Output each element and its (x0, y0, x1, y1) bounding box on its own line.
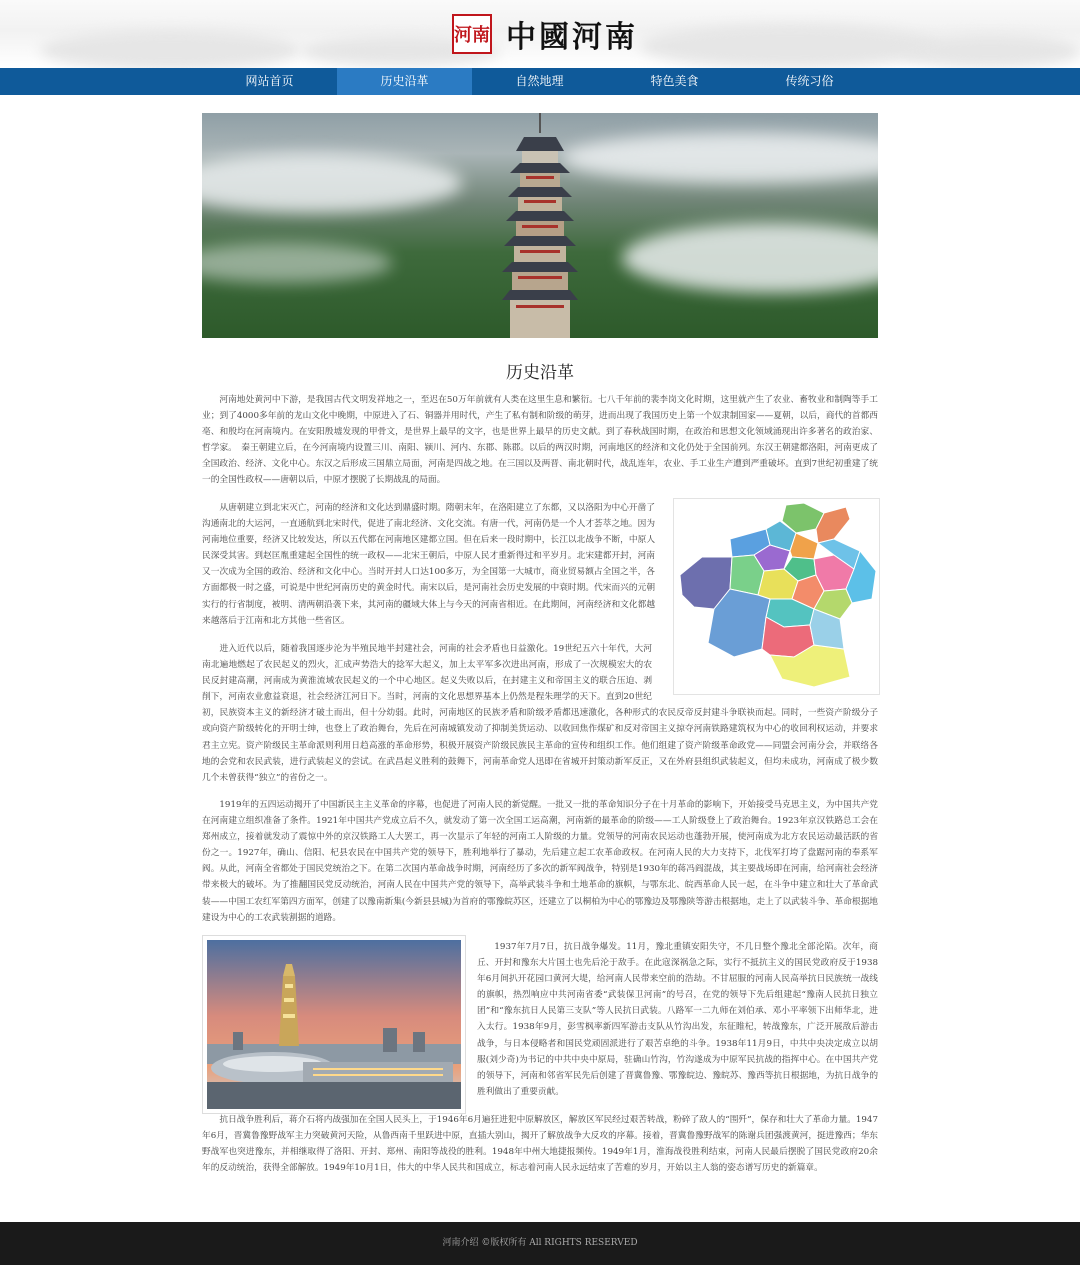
history-paragraph-wrap (202, 641, 878, 786)
site-logo[interactable] (452, 12, 638, 56)
history-paragraph: 从唐朝建立到北宋灭亡，河南的经济和文化达到鼎盛时期。隋朝末年，在洛阳建立了东都，又以洛阳为中心开凿了沟通南北的大运河，一直通航到北宋时代，促进了南北经济、文化交流。有唐一代，河南仍是一个人才荟萃之地。因为河南地位重要，经济又比较发达，所以五代都在河南地区建都立国。但在后来一段时期中，长江以北战争不断，中原人民深受其害。到赵匡胤重建起全国性的统一政权——北宋王朝后，中原人民才重新得过和平岁月。北宋建都开封，河南又一次成为全国的政治、经济和文化中心。当时开封人口达100多万，为全国第一大城市，商业贸易额占全国之半，各方面都极一时之盛，可说是中世纪河南历史的黄金时代。南宋以后，是河南社会历史发展的中衰时期。代宋而兴的元朝实行的行省制度，被明、清两朝沿袭下来，其河南的疆域大体上与今天的河南省相近。在此期间，河南经济和文化都越来越落后于江南和北方其他一些省区。 (202, 503, 655, 626)
hero-image-pagoda (202, 113, 878, 338)
history-paragraph: 1937年7月7日，抗日战争爆发。11月，豫北重镇安阳失守，不几日整个豫北全部沦陷。次年，商丘、开封和豫东大片国土也先后沦于敌手。在此寇深祸急之际，实行不抵抗主义的国民党政府反于1938年6月间扒开花园口黄河大堤，给河南人民带来空前的浩劫。不甘屈服的河南人民高举抗日民族统一战线的旗帜，热烈响应中共河南省委“武装保卫河南”的号召，在党的领导下先后组建起“豫南人民抗日独立团”和“豫东抗日人民第三支队”等人民抗日武装。八路军一二九师在刘伯承、邓小平率领下出师华北，进入太行。1938年9月，彭雪枫率新四军游击支队从竹沟出发，东征睢杞，转战豫东，广泛开展敌后游击战争，与日本侵略者和国民党顽固派进行了艰苦卓绝的斗争。1938年11月9日，中共中央决定成立以胡服(刘少奇)为书记的中共中央中原局，驻确山竹沟，竹沟遂成为中原军民抗战的指挥中心。在中国共产党的领导下，河南和邻省军民先后创建了晋冀鲁豫、鄂豫皖边、豫皖苏、豫西等抗日根据地，为抗日战争的胜利做出了重要贡献。 (477, 942, 878, 1097)
main-nav (0, 68, 1080, 95)
header-cloud-decoration (900, 34, 1080, 68)
map-float-spacer (652, 641, 878, 693)
history-paragraph: 抗日战争胜利后，蒋介石将内战强加在全国人民头上，于1946年6月遍狂进犯中原解放区，解放区军民经过艰苦转战，粉碎了敌人的“围歼”，保存和壮大了革命力量。1947年6月，晋冀鲁豫野战军主力突破黄河天险，从鲁西南千里跃进中原，直插大别山，揭开了解放战争大反攻的序幕。接着，晋冀鲁豫野战军的陈谢兵团强渡黄河，挺进豫西；华东野战军也突进豫东，并相继取得了洛阳、开封、郑州、南阳等战役的胜利。1948年中州大地捷报频传。1949年1月，淮海战役胜利结束，河南人民最后摆脱了国民党政府20余年的反动统治，获得全部解放。1949年10月1日，伟大的中华人民共和国成立，标志着河南人民永远结束了苦难的岁月，开始以主人翁的姿态谱写历史的新篇章。 (202, 1115, 878, 1174)
pagoda-illustration (502, 113, 578, 338)
history-paragraph: 河南地处黄河中下游，是我国古代文明发祥地之一，至迟在50万年前就有人类在这里生息和繁衍。七八千年前的裴李岗文化时期，这里就产生了农业、畜牧业和制陶等手工业；到了4000多年前的龙山文化中晚期，中原进入了石、铜器并用时代，产生了私有制和阶级的萌芽，进而出现了我国历史上第一个奴隶制国家——夏朝，以后，商代的首都西亳、和殷均在河南境内。在安阳殷墟发现的甲骨文，是世界上最早的文字，也是世界上最早的历史文献。到了春秋战国时期，在政治和思想文化领域涌现出许多著名的政治家、哲学家。 秦王朝建立后，在今河南境内设置三川、南阳、颍川、河内、东郡、陈郡。以后的两汉时期，河南地区的经济和文化仍处于全国前列。东汉王朝建都洛阳，河南更成了全国政治、经济、文化中心。东汉之后形成三国鼎立局面，河南是四战之地。在三国以及两晋、南北朝时代，战乱连年，农业、手工业生产遭到严重破坏。直到7世纪初重建了统一的全国性政权——唐朝以后，中原才摆脱了长期战乱的局面。 (202, 395, 878, 486)
logo-seal: 河南 (452, 14, 492, 54)
nav-item-food[interactable]: 特色美食 (650, 74, 699, 88)
city-skyline-illustration (203, 936, 465, 1113)
site-header (0, 0, 1080, 68)
logo-text: 中國河南 (506, 20, 638, 55)
header-cloud-decoration (640, 24, 940, 68)
nav-item-customs[interactable]: 传统习俗 (785, 74, 834, 88)
nav-item-home[interactable]: 网站首页 (245, 74, 294, 88)
nav-item-history[interactable]: 历史沿革 (337, 68, 472, 95)
page-title: 历史沿革 (506, 363, 574, 383)
header-cloud-decoration (40, 30, 300, 68)
site-footer: 河南介绍 ©版权所有 All RIGHTS RESERVED (0, 1222, 1080, 1265)
nav-item-geography[interactable]: 自然地理 (515, 74, 564, 88)
history-paragraph: 进入近代以后，随着我国逐步沦为半殖民地半封建社会，河南的社会矛盾也日益激化。19世纪五六十年代，大河南北遍地燃起了农民起义的烈火，汇成声势浩大的捻军大起义，加上太平军多次进出河南，形成了一次规模宏大的农民反封建高潮，河南成为黄淮流域农民起义的一个中心地区。起义失败以后，在封建主义和帝国主义的联合压迫、剥削下，河南农业愈益衰退，社会经济江河日下。当时，河南的文化思想界基本上仍然是程朱理学的天下。直到20世纪初，民族资本主义的新经济才破土而出，但十分幼弱。此时，河南地区的民族矛盾和阶级矛盾都迅速激化，各种形式的农民反帝反封建斗争联袂而起。同时，一些资产阶级分子或向资产阶级转化的开明士绅，也登上了政治舞台，先后在河南城镇发动了抑制美货运动、以收回焦作煤矿和反对帝国主义掠夺河南铁路建筑权为中心的收回利权运动，并要求君主立宪。资产阶级民主革命派则利用日趋高涨的革命形势，积极开展资产阶级民族民主革命的宣传和组织工作。他们组建了资产阶级革命政党——同盟会河南分会，并联络各地的会党和农民武装，进行武装起义的尝试。在武昌起义胜利的鼓舞下，河南革命党人迅即在省城开封策动新军反正，又在外府县组织武装起义，但均未成功，河南成了极少数几个未曾获得“独立”的省份之一。 (202, 644, 878, 783)
city-photo-image (202, 935, 466, 1114)
history-paragraph: 1919年的五四运动揭开了中国新民主主义革命的序幕，也促进了河南人民的新觉醒。一批又一批的革命知识分子在十月革命的影响下，开始接受马克思主义，为中国共产党在河南建立组织准备了条件。1921年中国共产党成立后不久，就发动了第一次全国工运高潮，河南新的最革命的阶级——工人阶级登上了政治舞台。1923年京汉铁路总工会在郑州成立，接着就发动了震惊中外的京汉铁路工人大罢工，再一次显示了年轻的河南工人阶级的力量。党领导的河南农民运动也蓬勃开展，使河南成为北方农民运动最活跃的省份之一。1927年，确山、信阳、杞县农民在中国共产党的领导下，胜利地举行了暴动，先后建立起工农革命政权。在河南人民的大力支持下，北伐军打垮了盘踞河南的奉系军阀。从此，河南全省都处于国民党统治之下。在第二次国内革命战争时期，河南经历了多次的新军阀战争，特别是1930年的蒋冯阎混战，其主要战场即在河南，给河南社会经济带来极大的破坏。为了推翻国民党反动统治，河南人民在中国共产党的领导下，高举武装斗争和土地革命的旗帜，与鄂东北、皖西革命人民一起，在斗争中建立和壮大了革命武装——中国工农红军第四方面军，创建了以豫南新集(今新县县城)为首府的鄂豫皖苏区，还建立了以桐柏为中心的鄂豫边及鄂豫陕等游击根据地，走上了以武装斗争、革命根据地建设为中心的工农武装割据的道路。 (202, 800, 878, 923)
